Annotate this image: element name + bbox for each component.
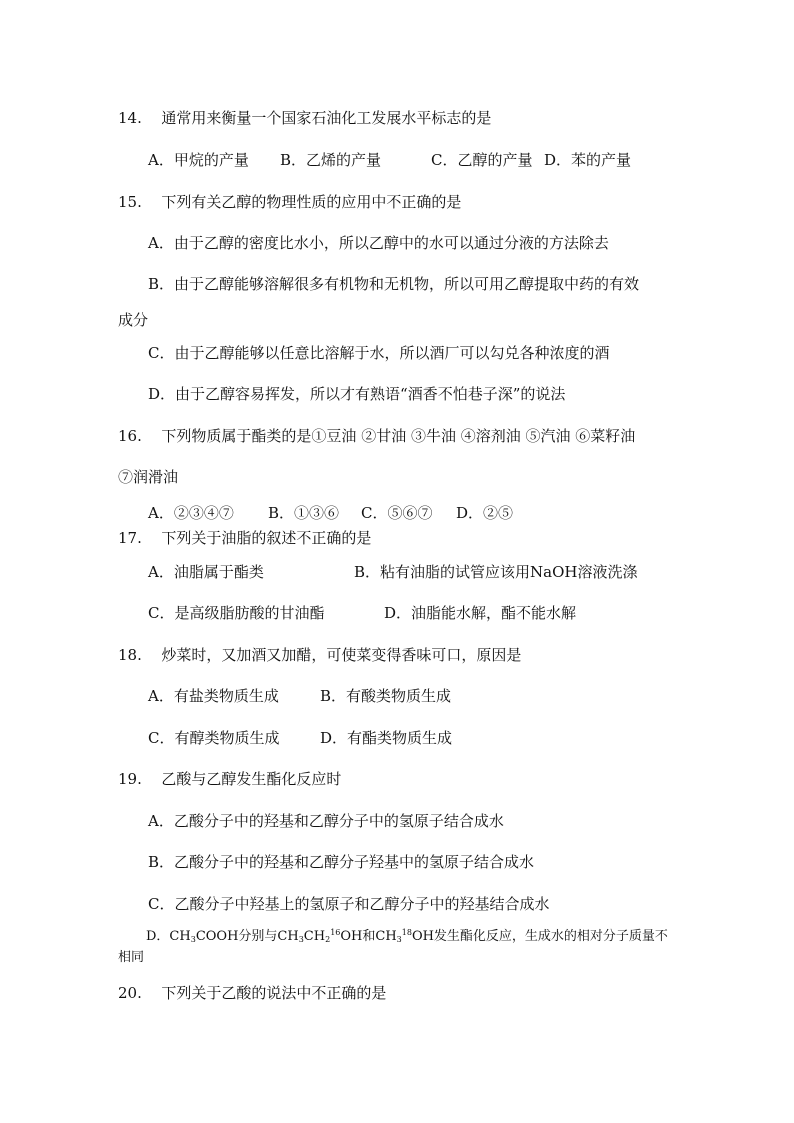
question-14-option-d: D．苯的产量 [544,151,632,169]
question-text: 下列关于乙酸的说法中不正确的是 [161,984,387,1002]
question-text: 炒菜时，又加酒又加醋，可使菜变得香味可口，原因是 [161,646,522,664]
question-18-option-c: C．有醇类物质生成 [148,729,280,747]
question-17-stem [118,528,371,548]
question-14-option-b: B．乙烯的产量 [280,151,382,169]
question-20-stem [118,983,386,1003]
question-text: 下列物质属于酯类的是①豆油 ②甘油 ③牛油 ④溶剂油 ⑤汽油 ⑥菜籽油 [161,427,636,445]
question-17-option-b: B．粘有油脂的试管应该用NaOH溶液洗涤 [354,563,638,581]
question-15-option-d: D．由于乙醇容易挥发，所以才有熟语“酒香不怕巷子深”的说法 [148,385,566,403]
question-19-option-b: B．乙酸分子中的羟基和乙醇分子羟基中的氢原子结合成水 [148,853,535,871]
question-number: 17. [118,529,142,547]
question-15-stem [118,192,461,212]
question-17-option-a: A．油脂属于酯类 [148,563,264,581]
question-19-stem [118,769,341,789]
question-16-stem-line1 [118,426,635,446]
question-number: 16. [118,427,142,445]
question-16-stem-line2: ⑦润滑油 [118,468,179,486]
question-text: 通常用来衡量一个国家石油化工发展水平标志的是 [161,109,492,127]
question-text: 下列有关乙醇的物理性质的应用中不正确的是 [161,193,462,211]
question-18-stem [118,645,521,665]
question-text: 下列关于油脂的叙述不正确的是 [161,529,372,547]
question-16-option-b: B．①③⑥ [268,504,340,522]
question-16-option-a: A．②③④⑦ [148,504,234,522]
question-18-option-b: B．有酸类物质生成 [320,687,452,705]
question-14-option-c: C．乙醇的产量 [431,151,533,169]
question-number: 19. [118,770,142,788]
question-18-option-a: A．有盐类物质生成 [148,687,279,705]
question-number: 18. [118,646,142,664]
question-17-option-c: C．是高级脂肪酸的甘油酯 [148,604,325,622]
question-number: 15. [118,193,142,211]
question-15-option-a: A．由于乙醇的密度比水小，所以乙醇中的水可以通过分液的方法除去 [148,234,609,252]
question-15-option-b-line2: 成分 [118,311,149,329]
question-19-option-a: A．乙酸分子中的羟基和乙醇分子中的氢原子结合成水 [148,812,504,830]
question-16-option-c: C．⑤⑥⑦ [361,504,433,522]
question-15-option-b-line1: B．由于乙醇能够溶解很多有机物和无机物，所以可用乙醇提取中药的有效 [148,275,640,293]
question-18-option-d: D．有酯类物质生成 [320,729,453,747]
question-14-option-a: A．甲烷的产量 [148,151,249,169]
question-19-option-d-line2: 相同 [118,950,145,965]
question-19-option-d-line1: D．$CH_3COOH$分别与$CH_3CH_2^{16}OH$和$CH_3^{18}OH$发生酯化反应，生成水的相对分子质量不 [146,928,668,944]
question-number: 20. [118,984,142,1002]
question-15-option-c: C．由于乙醇能够以任意比溶解于水，所以酒厂可以勾兑各种浓度的酒 [148,344,610,362]
question-16-option-d: D．②⑤ [456,504,514,522]
question-19-option-c: C．乙酸分子中羟基上的氢原子和乙醇分子中的羟基结合成水 [148,895,550,913]
question-number: 14. [118,109,142,127]
question-17-option-d: D．油脂能水解，酯不能水解 [384,604,577,622]
question-text: 乙酸与乙醇发生酯化反应时 [161,770,342,788]
question-14-stem [118,108,491,128]
